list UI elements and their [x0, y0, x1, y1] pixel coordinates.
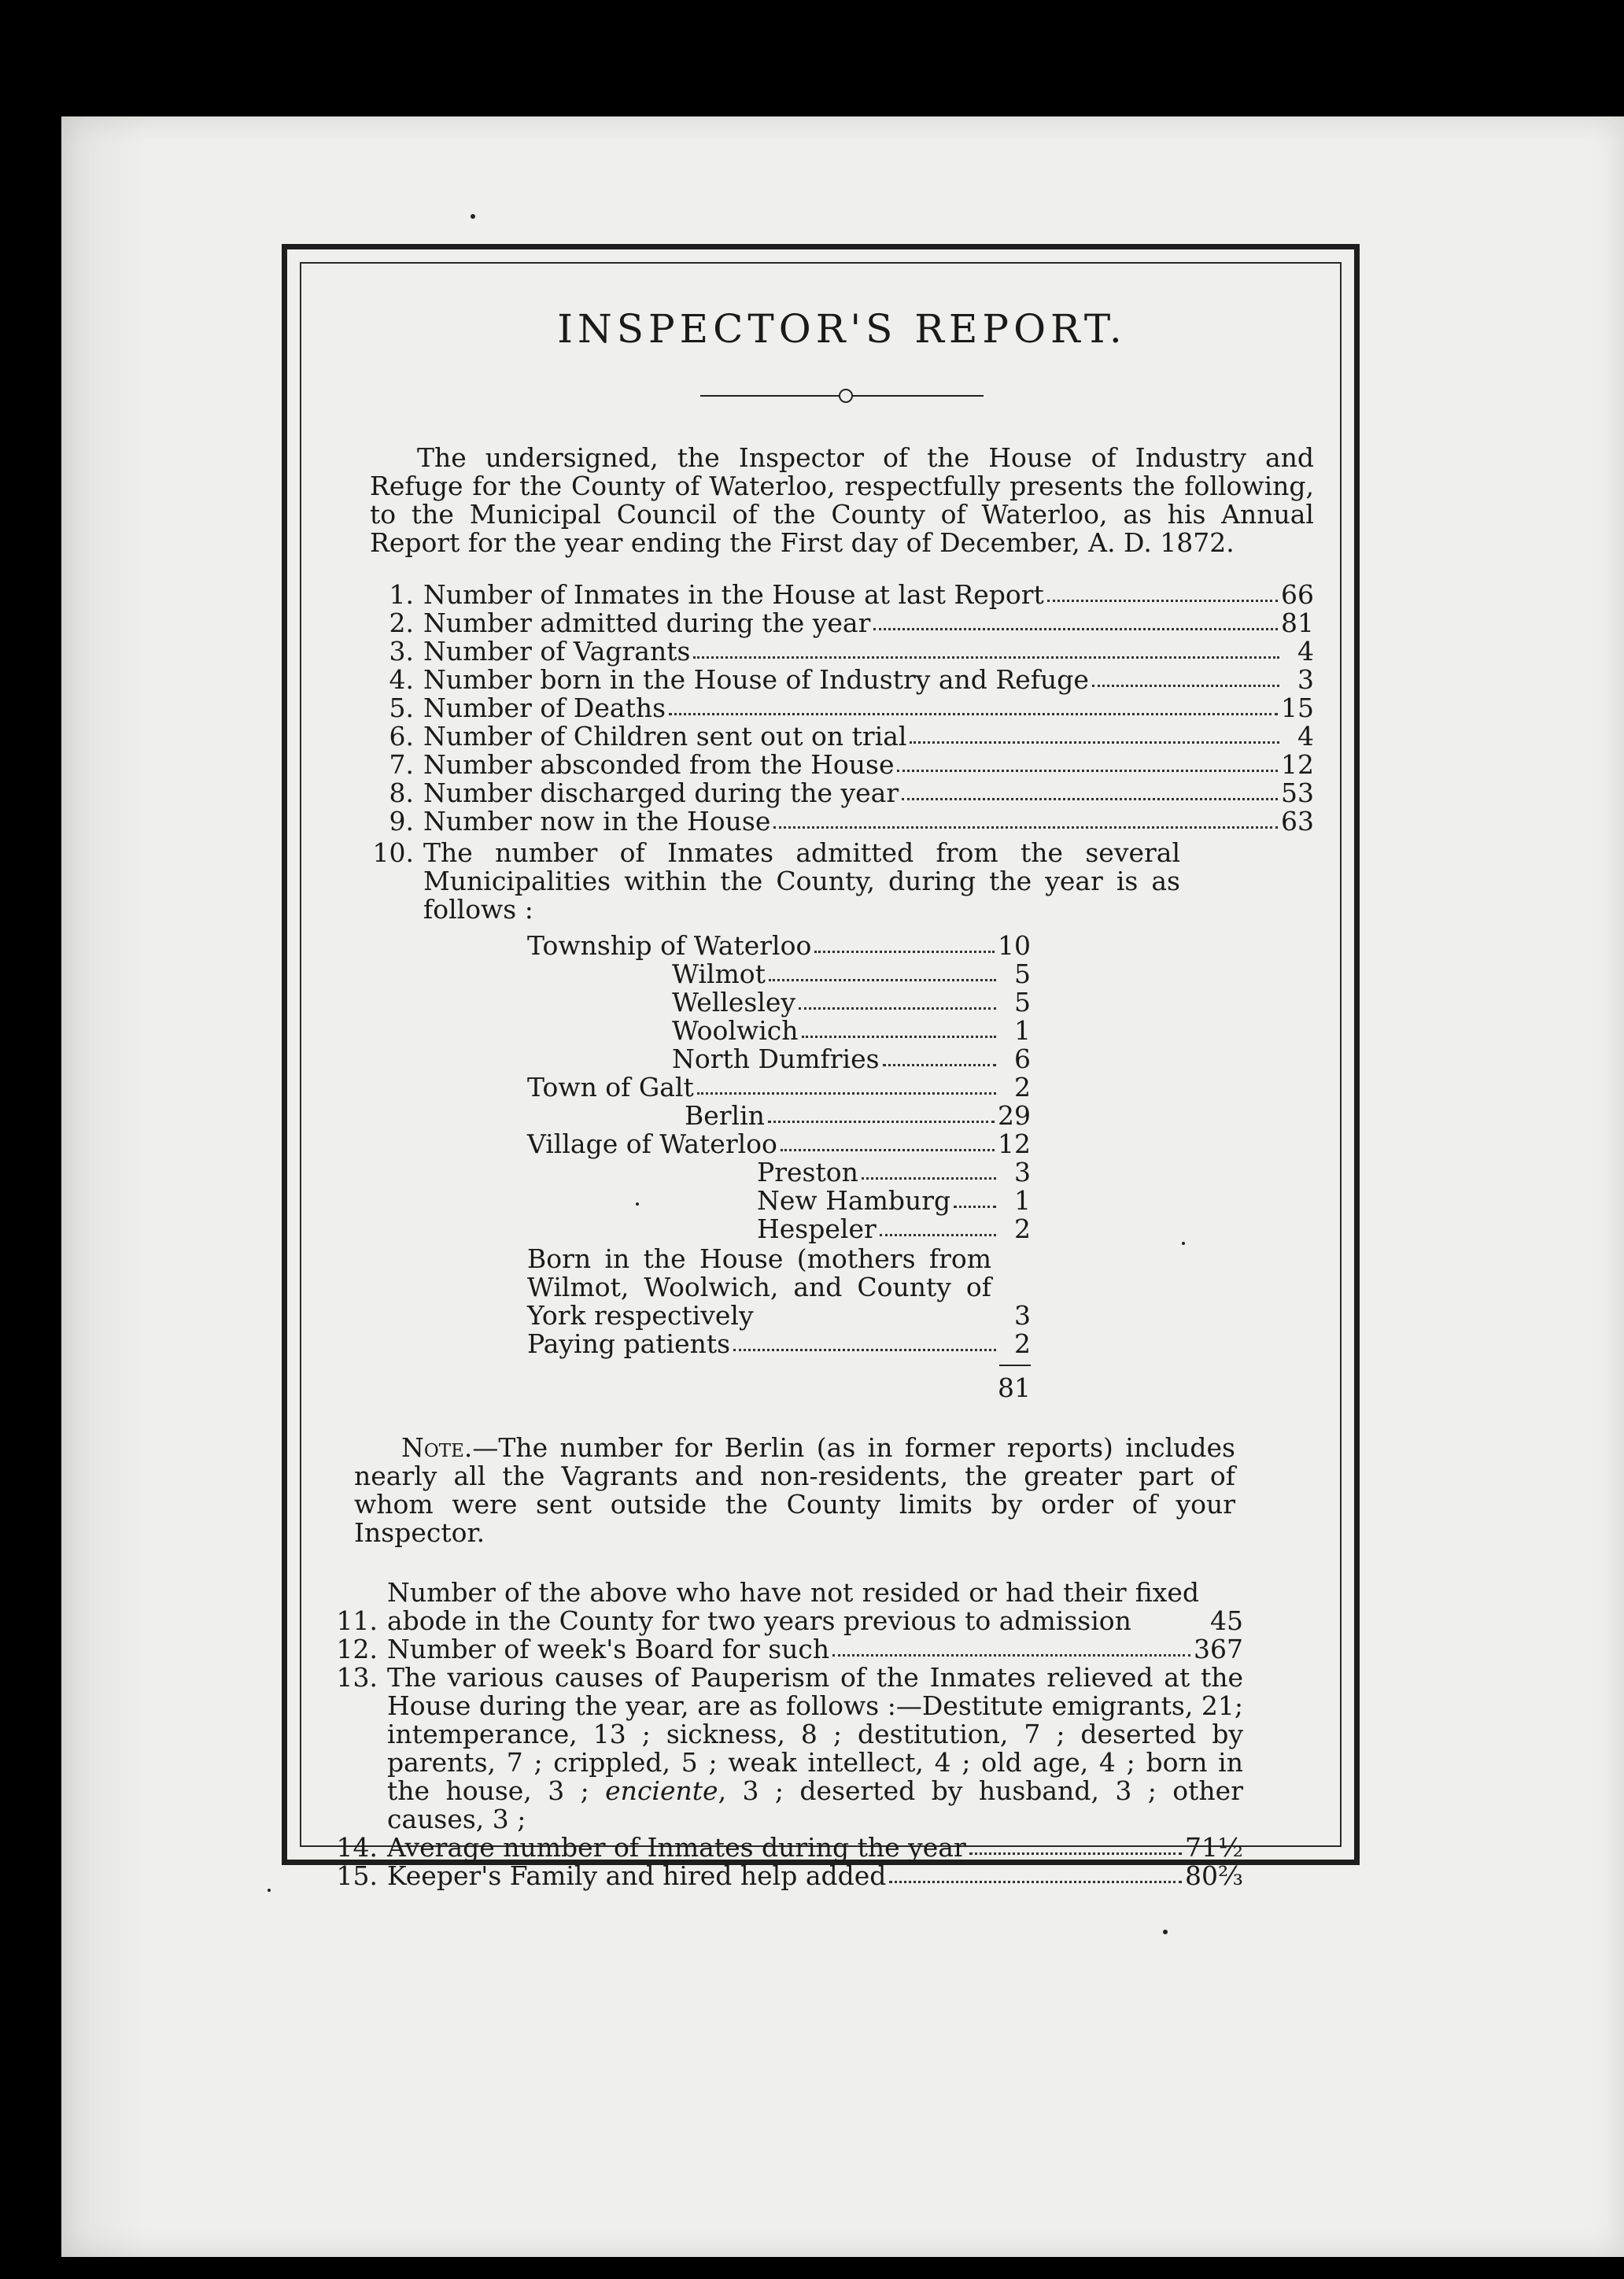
municipality-row: Woolwich 1 [672, 1015, 1031, 1046]
report-title: INSPECTOR'S REPORT. [557, 306, 1127, 352]
municipality-total: 81 [998, 1372, 1031, 1403]
municipality-row: Wilmot 5 [672, 959, 1031, 989]
item-11: 11. Number of the above who have not resided or had their fixed abode in the County for two years previous to admission 45 [336, 1577, 1243, 1636]
municipality-row: Township of Waterloo 10 [527, 930, 1031, 961]
municipality-row: Berlin 29 [685, 1100, 1031, 1131]
paying-patients-row: Paying patients 2 [527, 1328, 1031, 1359]
item-row: 3. Number of Vagrants 4 [389, 636, 1314, 667]
item-row: 2. Number admitted during the year 81 [389, 608, 1314, 638]
municipality-list [527, 932, 1031, 1402]
title-ornament [700, 387, 984, 404]
municipality-row: Village of Waterloo 12 [527, 1128, 1031, 1159]
enciente-text: enciente [605, 1775, 718, 1806]
municipality-row: New Hamburg 1 [757, 1185, 1031, 1216]
intro-paragraph: The undersigned, the Inspector of the House of Industry and Refuge for the County of Waterloo, respectfully presents the following, to the Municipal Council of the County of Waterloo, as his Annual Report for the year ending the First day of December, A. D. 1872. [370, 442, 1314, 558]
item-10: 10. The number of Inmates admitted from the several Municipalities within the County, during the year is as follows : [372, 837, 1180, 925]
municipality-row: Town of Galt 2 [527, 1072, 1031, 1103]
item-14: 14. Average number of Inmates during the year 71½ [336, 1832, 1243, 1863]
report-items [370, 581, 1314, 1402]
item-row: 9. Number now in the House 63 [389, 806, 1314, 837]
note-paragraph [354, 1434, 1235, 1547]
paper-fold [61, 116, 148, 2257]
born-in-house-row: Born in the House (mothers from Wilmot, Woolwich, and County of York respectively 3 [527, 1243, 1031, 1331]
item-12: 12. Number of week's Board for such 367 [336, 1634, 1243, 1664]
item-row: 6. Number of Children sent out on trial 4 [389, 721, 1314, 752]
municipality-row: Preston 3 [757, 1157, 1031, 1188]
item-row: 4. Number born in the House of Industry and Refuge 3 [389, 664, 1314, 695]
item-15: 15. Keeper's Family and hired help added 80⅔ [336, 1860, 1243, 1891]
municipality-row: Wellesley 5 [672, 987, 1031, 1018]
item-row: 8. Number discharged during the year 53 [389, 778, 1314, 808]
item-13: 13. The various causes of Pauperism of the Inmates relieved at the House during the year, are as follows :—Destitute emigrants, 21; intemperance, 13 ; sickness, 8 ; destitution, 7 ; deserted by parents, 7 ; crippled, 5 ; weak intellect, 4 ; old age, 4 ; born in the house, 3 ; enciente, 3 ; deserted by husband, 3 ; other causes, 3 ; [336, 1662, 1243, 1834]
report-content [336, 299, 1314, 1891]
item-row: 7. Number absconded from the House 12 [389, 749, 1314, 780]
total-rule [999, 1365, 1031, 1366]
municipality-row: Hespeler 2 [757, 1213, 1031, 1244]
lower-items [330, 1579, 1243, 1890]
item-row: 5. Number of Deaths 15 [389, 693, 1314, 723]
note-lead: Note. [401, 1432, 473, 1463]
item-row: 1. Number of Inmates in the House at last Report 66 [389, 579, 1314, 610]
note-text: —The number for Berlin (as in former reports) includes nearly all the Vagrants and non-residents, the greater part of whom were sent outside the County limits by order of your Inspector. [354, 1432, 1235, 1548]
municipality-row: North Dumfries 6 [672, 1043, 1031, 1074]
